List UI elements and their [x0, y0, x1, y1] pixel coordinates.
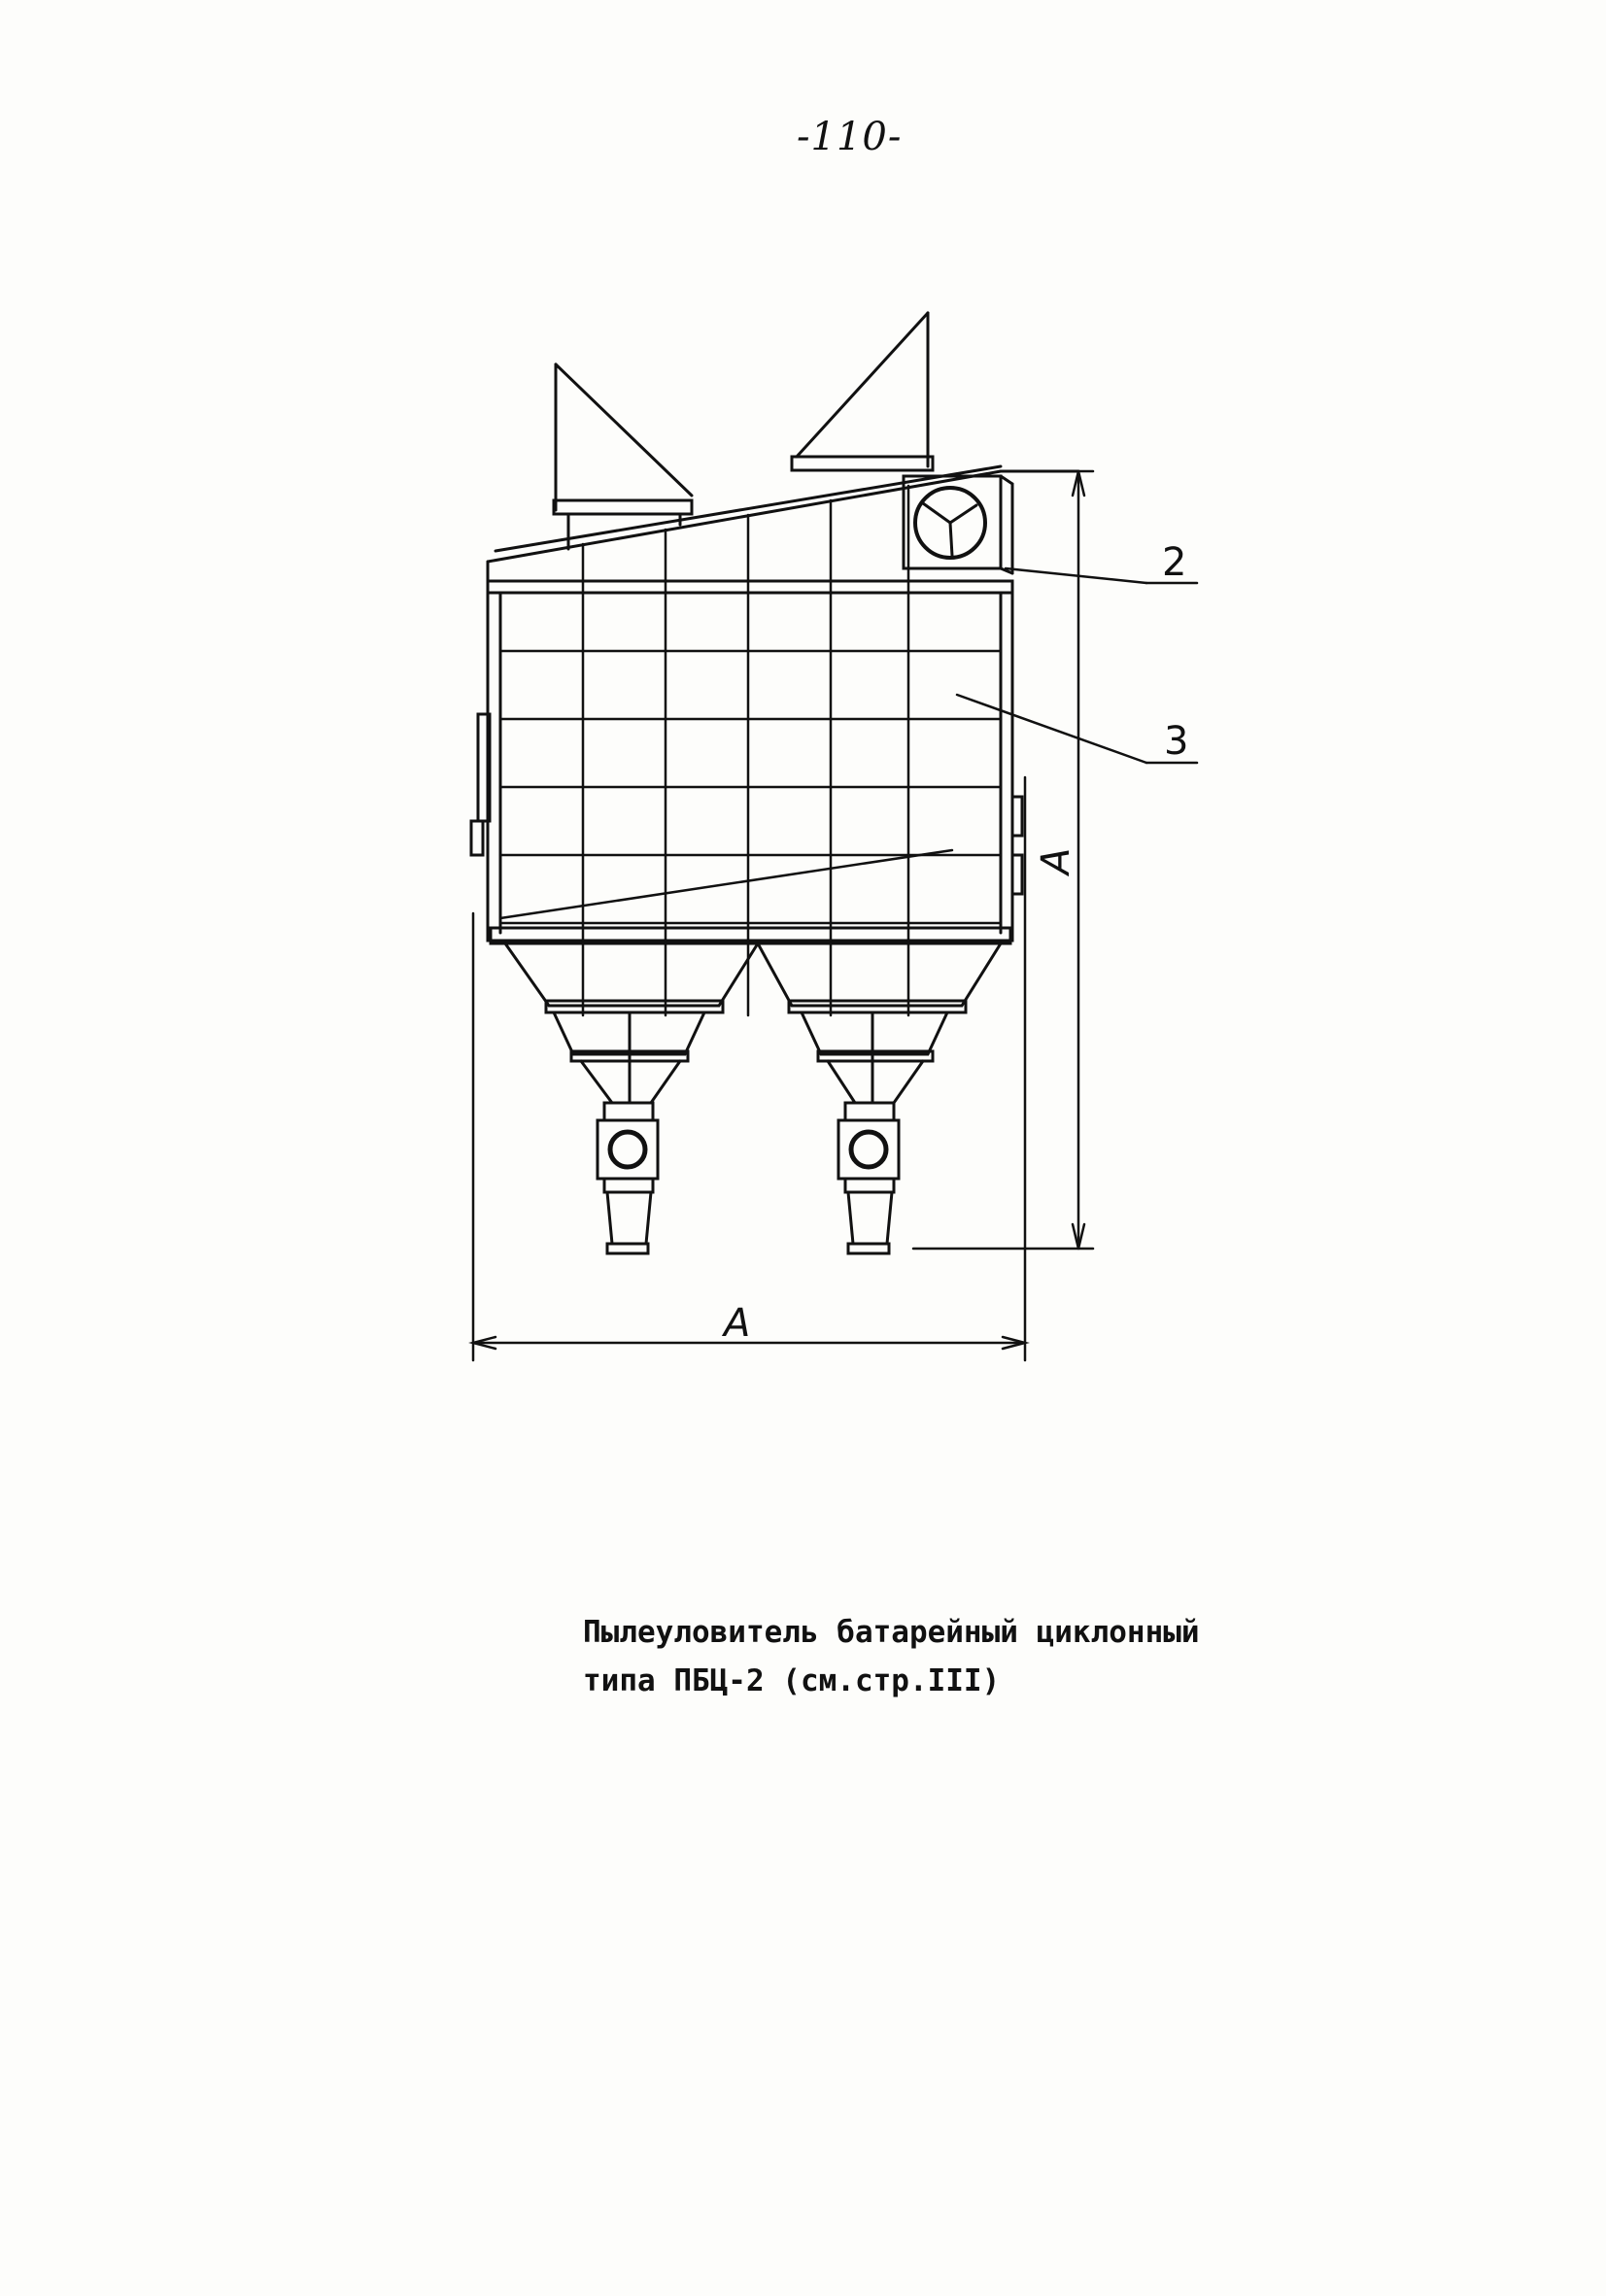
caption-line-2: типа ПБЦ-2 (см.стр.III) [583, 1663, 1001, 1698]
caption-line-1: Пылеуловитель батарейный циклонный [583, 1615, 1200, 1650]
dimension-height-label: A [1034, 847, 1078, 874]
figure-caption [583, 1608, 1321, 1705]
callout-2: 2 [1162, 540, 1187, 585]
page-number: -110- [797, 115, 903, 159]
callout-3: 3 [1164, 719, 1189, 764]
dimension-width-label: A [724, 1301, 751, 1346]
